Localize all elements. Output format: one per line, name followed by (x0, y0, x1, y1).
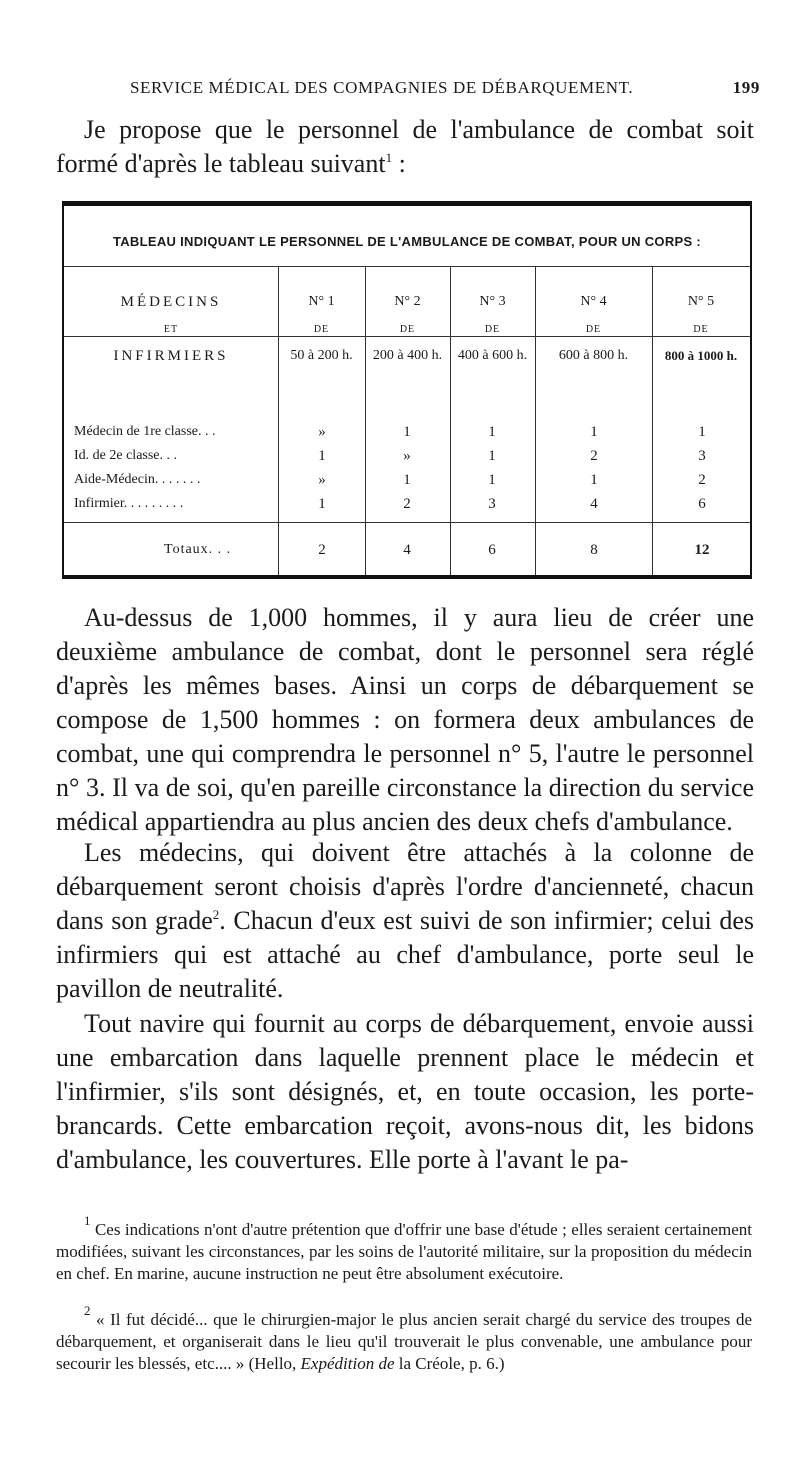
column-divider (652, 266, 653, 575)
total-cell: 2 (318, 542, 326, 558)
table-cell: 6 (698, 496, 706, 512)
footnote-2 (56, 1303, 752, 1375)
row-label: Médecin de 1re classe. . . (74, 424, 216, 439)
col-header-no: N° 1 (308, 294, 335, 309)
col-header-range: 200 à 400 h. (372, 348, 443, 363)
table-cell: 1 (318, 448, 326, 464)
total-cell: 12 (694, 542, 710, 558)
table-cell: 2 (698, 472, 706, 488)
total-cell: 4 (403, 542, 411, 558)
footnote-mark: 2 (84, 1303, 91, 1318)
table-cell: 1 (590, 472, 598, 488)
footnote-ref-1: 1 (385, 150, 393, 165)
col-header-range: 600 à 800 h. (558, 348, 629, 363)
table-cell: 1 (403, 424, 411, 440)
col-header-no: N° 4 (580, 294, 607, 309)
header-rule (64, 336, 750, 337)
footnote-ref-2: 2 (212, 907, 220, 922)
staff-table (62, 201, 752, 579)
table-cell: 3 (698, 448, 706, 464)
footnote-text: Ces indications n'ont d'autre prétention que d'offrir une base d'étude ; elles seraient certainement modifiées, suivant les circonstances, par les soins de l'autorité militaire, sur la proposition du médecin en chef. En marine, aucune instruction ne peut être absolument exécutoire. (56, 1220, 752, 1283)
intro-text: Je propose que le personnel de l'ambulance de combat soit formé d'après le tableau suivant (56, 115, 754, 178)
header-infirmiers: INFIRMIERS (113, 348, 229, 364)
col-header-de: DE (484, 324, 501, 335)
col-header-range: 50 à 200 h. (290, 348, 353, 363)
totals-rule (64, 522, 750, 523)
paragraph-text-rest: . Chacun d'eux est suivi de son infirmier; celui des infirmiers qui est attaché au chef d'ambulance, porte seul le pavillon de neutralité. (56, 906, 755, 1003)
intro-end: : (392, 149, 406, 178)
total-cell: 6 (488, 542, 496, 558)
footnote-1 (56, 1213, 752, 1285)
col-header-range: 400 à 600 h. (457, 348, 528, 363)
header-medecins: MÉDECINS (120, 294, 222, 310)
col-header-no: N° 2 (394, 294, 421, 309)
table-cell: 1 (488, 448, 496, 464)
col-header-de: DE (399, 324, 416, 335)
table-cell: » (318, 472, 326, 488)
footnote-italic: Expédition de (300, 1354, 395, 1373)
running-head (130, 78, 760, 102)
total-cell: 8 (590, 542, 598, 558)
footnote-text: « Il fut décidé... que le chirurgien-major le plus ancien serait chargé du service des troupes de débarquement, et organiserait dans le lieu qu'il trouverait le plus convenable, une ambulance pour secourir les blessés, etc.... » (Hello, (56, 1310, 752, 1373)
table-cell: 1 (488, 424, 496, 440)
row-label: Infirmier. . . . . . . . . (74, 496, 184, 511)
page-number: 199 (732, 78, 760, 97)
table-cell: 1 (403, 472, 411, 488)
row-label: Id. de 2e classe. . . (74, 448, 178, 463)
row-label: Aide-Médecin. . . . . . . (74, 472, 201, 487)
table-cell: 3 (488, 496, 496, 512)
col-header-de: DE (313, 324, 330, 335)
col-header-range: 800 à 1000 h. (664, 348, 738, 363)
body-paragraph: Au-dessus de 1,000 hommes, il y aura lieu de créer une deuxième ambulance de combat, dont le personnel sera réglé d'après les mêmes bases. Ainsi un corps de débarquement se compose de 1,500 hommes : on formera deux ambulances de combat, une qui comprendra le personnel n° 5, l'autre le personnel n° 3. Il va de soi, qu'en pareille circonstance la direction du service médical appartiendra au plus ancien des deux chefs d'ambulance. (56, 603, 754, 836)
table-cell: 1 (488, 472, 496, 488)
column-divider (450, 266, 451, 575)
table-cell: » (318, 424, 326, 440)
column-divider (278, 266, 279, 575)
footnote-text-end: la Créole, p. 6.) (394, 1354, 505, 1373)
col-header-no: N° 3 (479, 294, 506, 309)
table-cell: 2 (590, 448, 598, 464)
caption-rule (64, 266, 750, 267)
footnote-mark: 1 (84, 1213, 91, 1228)
paragraph-text: Les médecins, qui doivent être attachés à la colonne de débarquement seront choisis d'après l'ordre d'ancienneté, chacun dans son grade (56, 838, 754, 935)
column-divider (535, 266, 536, 575)
table-cell: 1 (698, 424, 706, 440)
table-cell: 1 (590, 424, 598, 440)
table-caption: TABLEAU INDIQUANT LE PERSONNEL DE L'AMBULANCE DE COMBAT, POUR UN CORPS : (112, 234, 702, 249)
intro-paragraph (56, 113, 754, 181)
table-cell: 2 (403, 496, 411, 512)
col-header-de: DE (585, 324, 602, 335)
table-cell: 1 (318, 496, 326, 512)
totals-label: Totaux. . . (164, 542, 232, 557)
col-header-de: DE (693, 324, 709, 335)
col-header-no: N° 5 (687, 294, 715, 309)
body-paragraph (56, 836, 754, 1006)
running-title: SERVICE MÉDICAL DES COMPAGNIES DE DÉBARQUEMENT. (130, 78, 634, 97)
table-cell: » (403, 448, 411, 464)
header-et: ET (163, 324, 179, 335)
body-paragraph: Tout navire qui fournit au corps de débarquement, envoie aussi une embarcation dans laquelle prennent place le médecin et l'infirmier, s'ils sont désignés, et, en toute occasion, les porte-brancards. Cette embarcation reçoit, avons-nous dit, les bidons d'ambulance, les couvertures. Elle porte à l'avant le pa- (56, 1009, 754, 1174)
column-divider (365, 266, 366, 575)
table-cell: 4 (590, 496, 598, 512)
